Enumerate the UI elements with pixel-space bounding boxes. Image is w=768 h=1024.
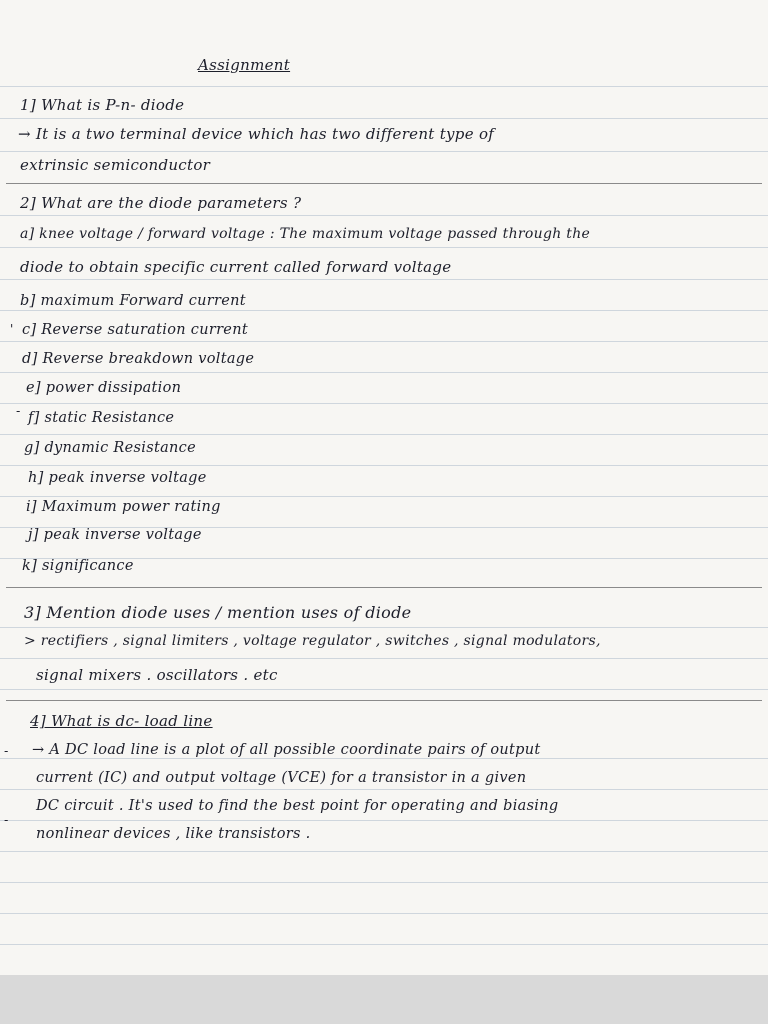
answer-3-line: signal mixers . oscillators . etc xyxy=(36,666,278,684)
answer-1-line: extrinsic semiconductor xyxy=(20,156,211,174)
parameter-item: c] Reverse saturation current xyxy=(22,322,248,338)
question-1: 1] What is P-n- diode xyxy=(20,96,185,114)
section-divider xyxy=(6,700,762,701)
parameter-item: b] maximum Forward current xyxy=(20,293,246,309)
answer-2-line: diode to obtain specific current called forward voltage xyxy=(20,258,452,276)
parameter-item: f] static Resistance xyxy=(28,410,175,426)
question-4: 4] What is dc- load line xyxy=(30,712,213,730)
question-3: 3] Mention diode uses / mention uses of diode xyxy=(24,603,412,622)
parameter-item: d] Reverse breakdown voltage xyxy=(22,351,255,367)
answer-4-line: DC circuit . It's used to find the best point for operating and biasing xyxy=(36,798,559,814)
parameter-item: i] Maximum power rating xyxy=(26,499,221,515)
section-divider xyxy=(6,183,762,184)
answer-3-line: > rectifiers , signal limiters , voltage regulator , switches , signal modulators, xyxy=(24,633,601,649)
margin-mark: ' xyxy=(10,322,14,336)
margin-mark: - xyxy=(4,744,9,758)
parameter-item: h] peak inverse voltage xyxy=(28,470,207,486)
question-2: 2] What are the diode parameters ? xyxy=(20,194,302,212)
answer-4-line: → A DC load line is a plot of all possible coordinate pairs of output xyxy=(32,742,541,758)
parameter-item: g] dynamic Resistance xyxy=(24,440,196,456)
margin-mark: - xyxy=(16,404,21,418)
margin-mark: - xyxy=(4,813,9,827)
section-divider xyxy=(6,587,762,588)
page-title: Assignment xyxy=(198,56,291,74)
background-surface xyxy=(0,975,768,1024)
parameter-item: k] significance xyxy=(22,558,134,574)
answer-4-line: current (IC) and output voltage (VCE) for a transistor in a given xyxy=(36,770,527,786)
answer-2-line: a] knee voltage / forward voltage : The maximum voltage passed through the xyxy=(20,226,591,242)
parameter-item: e] power dissipation xyxy=(26,380,182,396)
parameter-item: j] peak inverse voltage xyxy=(28,527,202,543)
answer-1-line: → It is a two terminal device which has two different type of xyxy=(18,125,495,143)
answer-4-line: nonlinear devices , like transistors . xyxy=(36,826,311,842)
